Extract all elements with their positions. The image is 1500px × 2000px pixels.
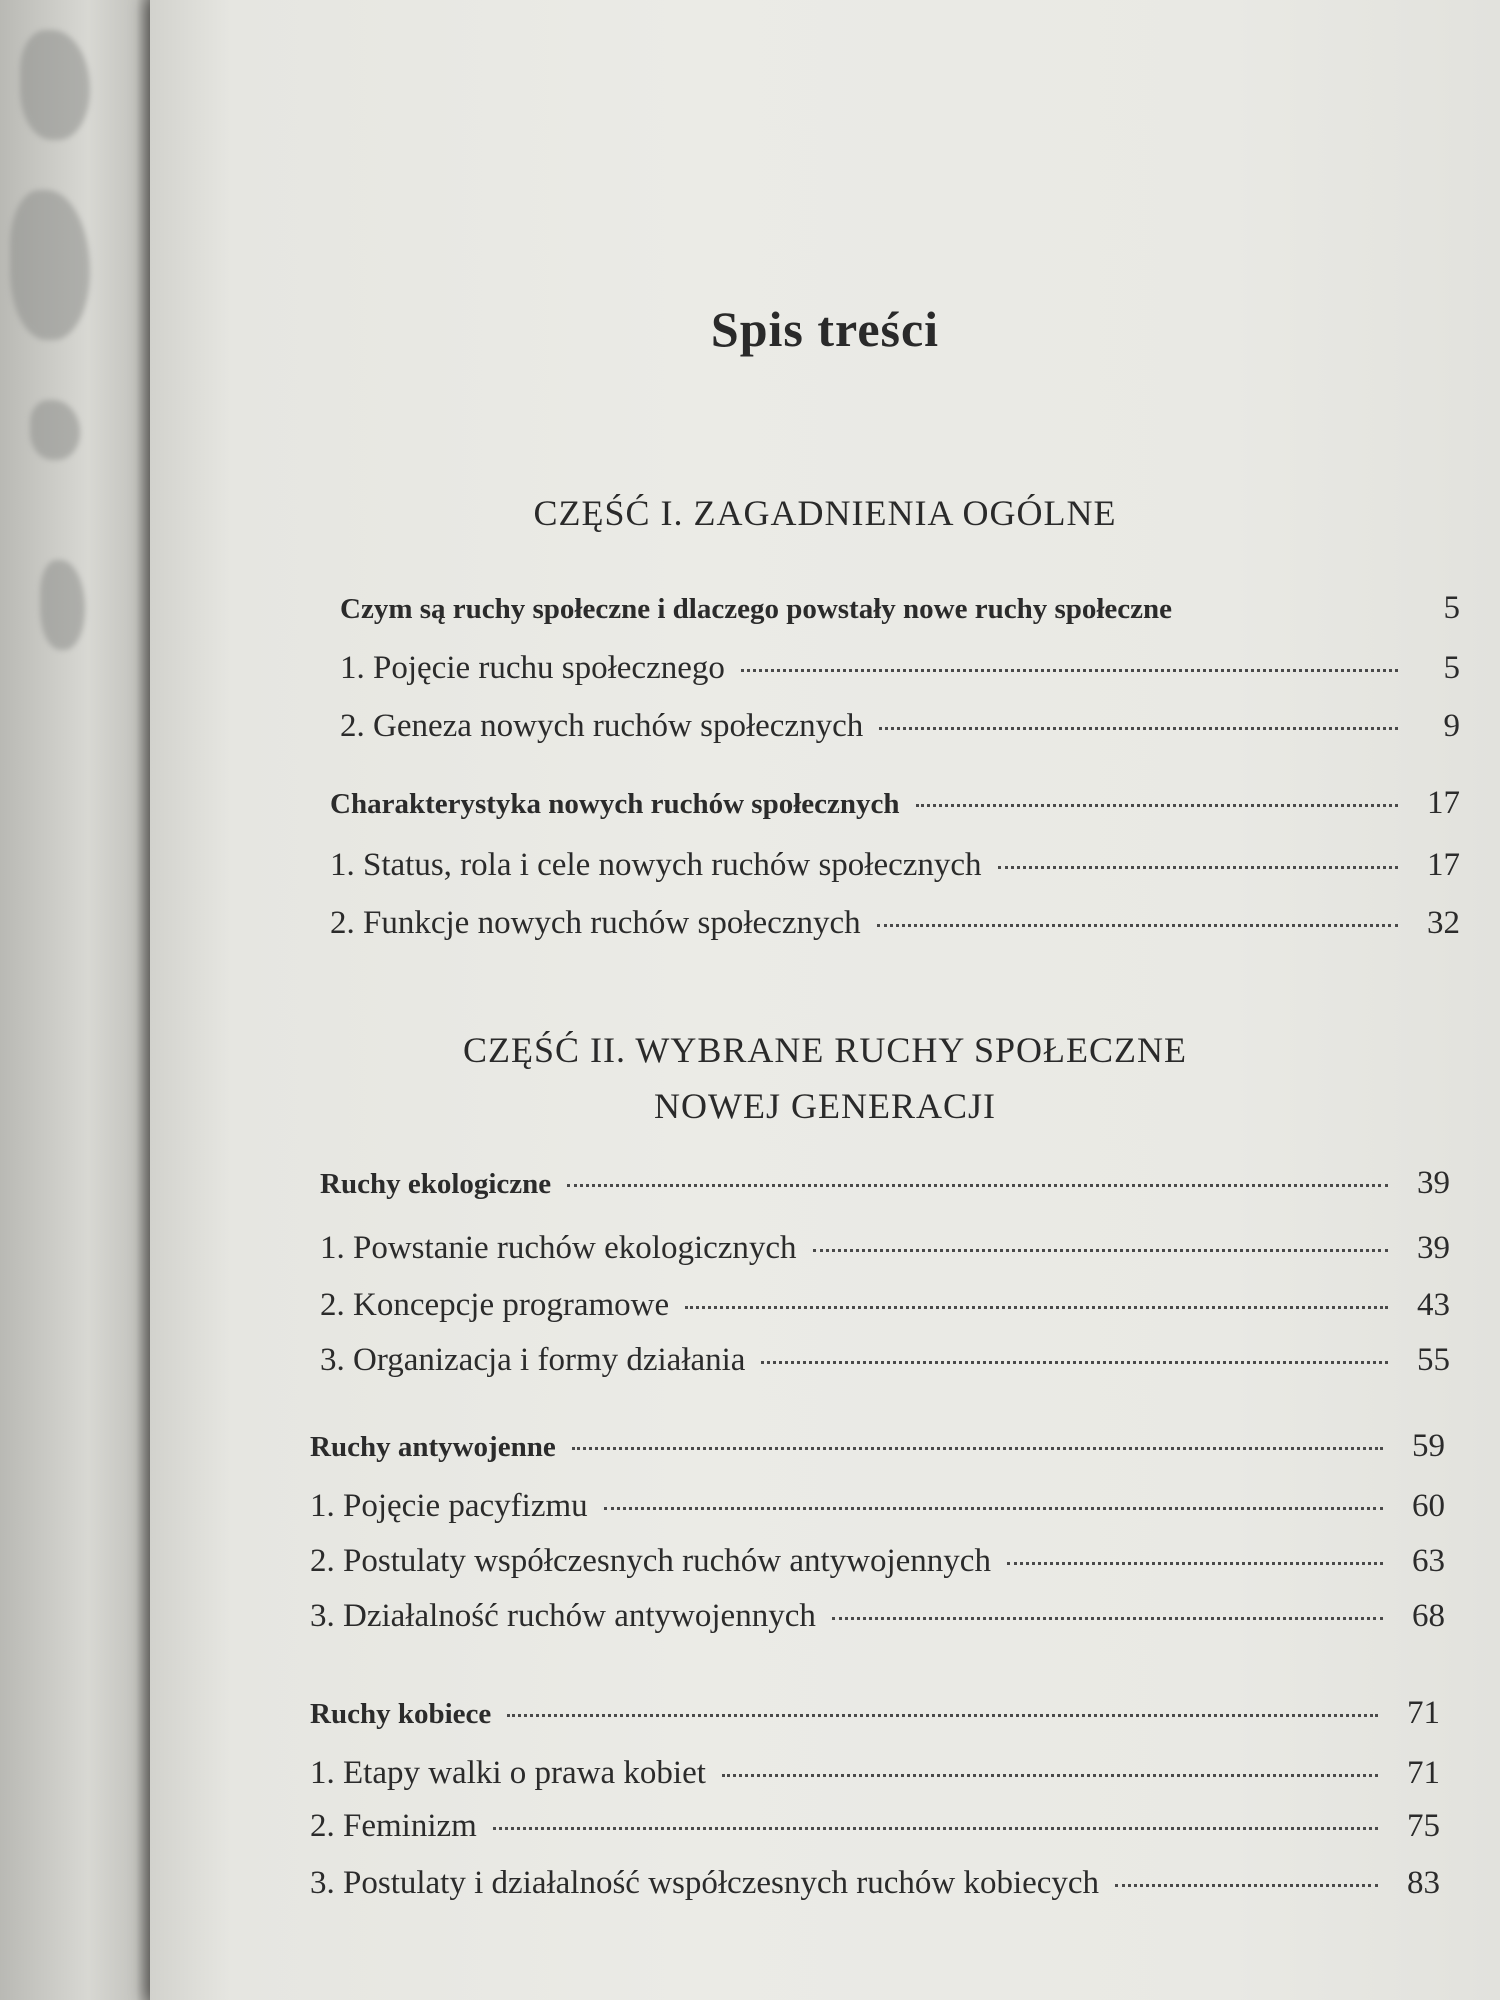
- toc-section-entry: [310, 1598, 1445, 1635]
- toc-section-entry: [310, 1543, 1445, 1580]
- toc-entry-label: 2. Funkcje nowych ruchów społecznych: [330, 905, 861, 941]
- toc-section-entry: [310, 1488, 1445, 1525]
- adjacent-page-edge: [0, 0, 160, 2000]
- toc-page-number: 55: [1417, 1342, 1450, 1378]
- toc-entry-label: 1. Pojęcie pacyfizmu: [310, 1488, 588, 1524]
- toc-entry-label: 3. Działalność ruchów antywojennych: [310, 1598, 816, 1634]
- toc-section-entry: [320, 1287, 1450, 1324]
- bleed-through-print: [30, 400, 80, 460]
- toc-section-entry: [340, 650, 1460, 687]
- toc-section-entry: [310, 1865, 1440, 1902]
- toc-entry-label: 3. Postulaty i działalność współczesnych ruchów kobiecych: [310, 1865, 1100, 1901]
- toc-entry-label: Ruchy kobiece: [310, 1698, 492, 1730]
- table-of-contents: [150, 0, 1500, 2000]
- toc-section-entry: [340, 708, 1460, 745]
- dot-leader: [604, 1507, 1383, 1510]
- toc-entry-label: 1. Etapy walki o prawa kobiet: [310, 1755, 706, 1791]
- dot-leader: [741, 669, 1398, 672]
- toc-entry-label: 1. Status, rola i cele nowych ruchów społecznych: [330, 847, 982, 883]
- toc-chapter-entry: [320, 1165, 1450, 1202]
- toc-section-entry: [320, 1230, 1450, 1267]
- toc-chapter-entry: [310, 1695, 1440, 1732]
- toc-page-number: 59: [1412, 1428, 1445, 1464]
- dot-leader: [916, 804, 1398, 807]
- toc-page-number: 17: [1427, 847, 1460, 883]
- toc-page-number: 39: [1417, 1230, 1450, 1266]
- toc-entry-label: Ruchy ekologiczne: [320, 1168, 552, 1200]
- toc-entry-label: 1. Powstanie ruchów ekologicznych: [320, 1230, 797, 1266]
- part-heading-line: CZĘŚĆ I. ZAGADNIENIA OGÓLNE: [533, 493, 1117, 533]
- dot-leader: [879, 727, 1398, 730]
- dot-leader: [877, 924, 1398, 927]
- dot-leader: [813, 1249, 1388, 1252]
- part-heading: [150, 485, 1500, 541]
- dot-leader: [572, 1447, 1383, 1450]
- toc-page-number: 43: [1417, 1287, 1450, 1323]
- toc-page-number: 83: [1407, 1865, 1440, 1901]
- bleed-through-print: [20, 30, 90, 140]
- part-heading-line: CZĘŚĆ II. WYBRANE RUCHY SPOŁECZNE: [462, 1030, 1188, 1070]
- toc-chapter-entry: [340, 590, 1460, 627]
- toc-page-number: 71: [1407, 1755, 1440, 1791]
- toc-entry-label: Charakterystyka nowych ruchów społecznych: [330, 788, 900, 820]
- dot-leader: [685, 1306, 1388, 1309]
- toc-section-entry: [310, 1755, 1440, 1792]
- toc-entry-label: 1. Pojęcie ruchu społecznego: [340, 650, 725, 686]
- toc-entry-label: Ruchy antywojenne: [310, 1431, 556, 1463]
- toc-page-number: 71: [1407, 1695, 1440, 1731]
- page-title: Spis treści: [710, 301, 940, 357]
- dot-leader: [832, 1617, 1383, 1620]
- toc-section-entry: [330, 847, 1460, 884]
- toc-page-number: 63: [1412, 1543, 1445, 1579]
- part-heading-line: NOWEJ GENERACJI: [654, 1086, 996, 1126]
- toc-page-number: 9: [1443, 708, 1460, 744]
- toc-chapter-entry: [310, 1428, 1445, 1465]
- toc-page-number: 5: [1443, 590, 1460, 626]
- toc-page-number: 17: [1427, 785, 1460, 821]
- toc-entry-label: 2. Postulaty współczesnych ruchów antywojennych: [310, 1543, 991, 1579]
- dot-leader: [998, 866, 1398, 869]
- dot-leader: [1115, 1884, 1378, 1887]
- toc-entry-label: 3. Organizacja i formy działania: [320, 1342, 746, 1378]
- toc-section-entry: [330, 905, 1460, 942]
- toc-section-entry: [320, 1342, 1450, 1379]
- toc-entry-label: 2. Feminizm: [310, 1808, 477, 1844]
- bleed-through-print: [10, 190, 90, 340]
- dot-leader: [493, 1827, 1378, 1830]
- toc-entry-label: 2. Geneza nowych ruchów społecznych: [340, 708, 864, 744]
- toc-page-number: 68: [1412, 1598, 1445, 1634]
- toc-section-entry: [310, 1808, 1440, 1845]
- toc-page-number: 60: [1412, 1488, 1445, 1524]
- toc-entry-label: 2. Koncepcje programowe: [320, 1287, 670, 1323]
- book-page: [150, 0, 1500, 2000]
- toc-chapter-entry: [330, 785, 1460, 822]
- toc-page-number: 32: [1427, 905, 1460, 941]
- toc-page-number: 39: [1417, 1165, 1450, 1201]
- dot-leader: [1007, 1562, 1383, 1565]
- dot-leader: [761, 1361, 1388, 1364]
- dot-leader: [567, 1184, 1388, 1187]
- part-heading: [150, 1022, 1500, 1134]
- dot-leader: [722, 1774, 1378, 1777]
- toc-page-number: 5: [1443, 650, 1460, 686]
- toc-entry-label: Czym są ruchy społeczne i dlaczego powstały nowe ruchy społeczne: [340, 593, 1173, 625]
- toc-page-number: 75: [1407, 1808, 1440, 1844]
- dot-leader: [507, 1714, 1378, 1717]
- bleed-through-print: [40, 560, 85, 650]
